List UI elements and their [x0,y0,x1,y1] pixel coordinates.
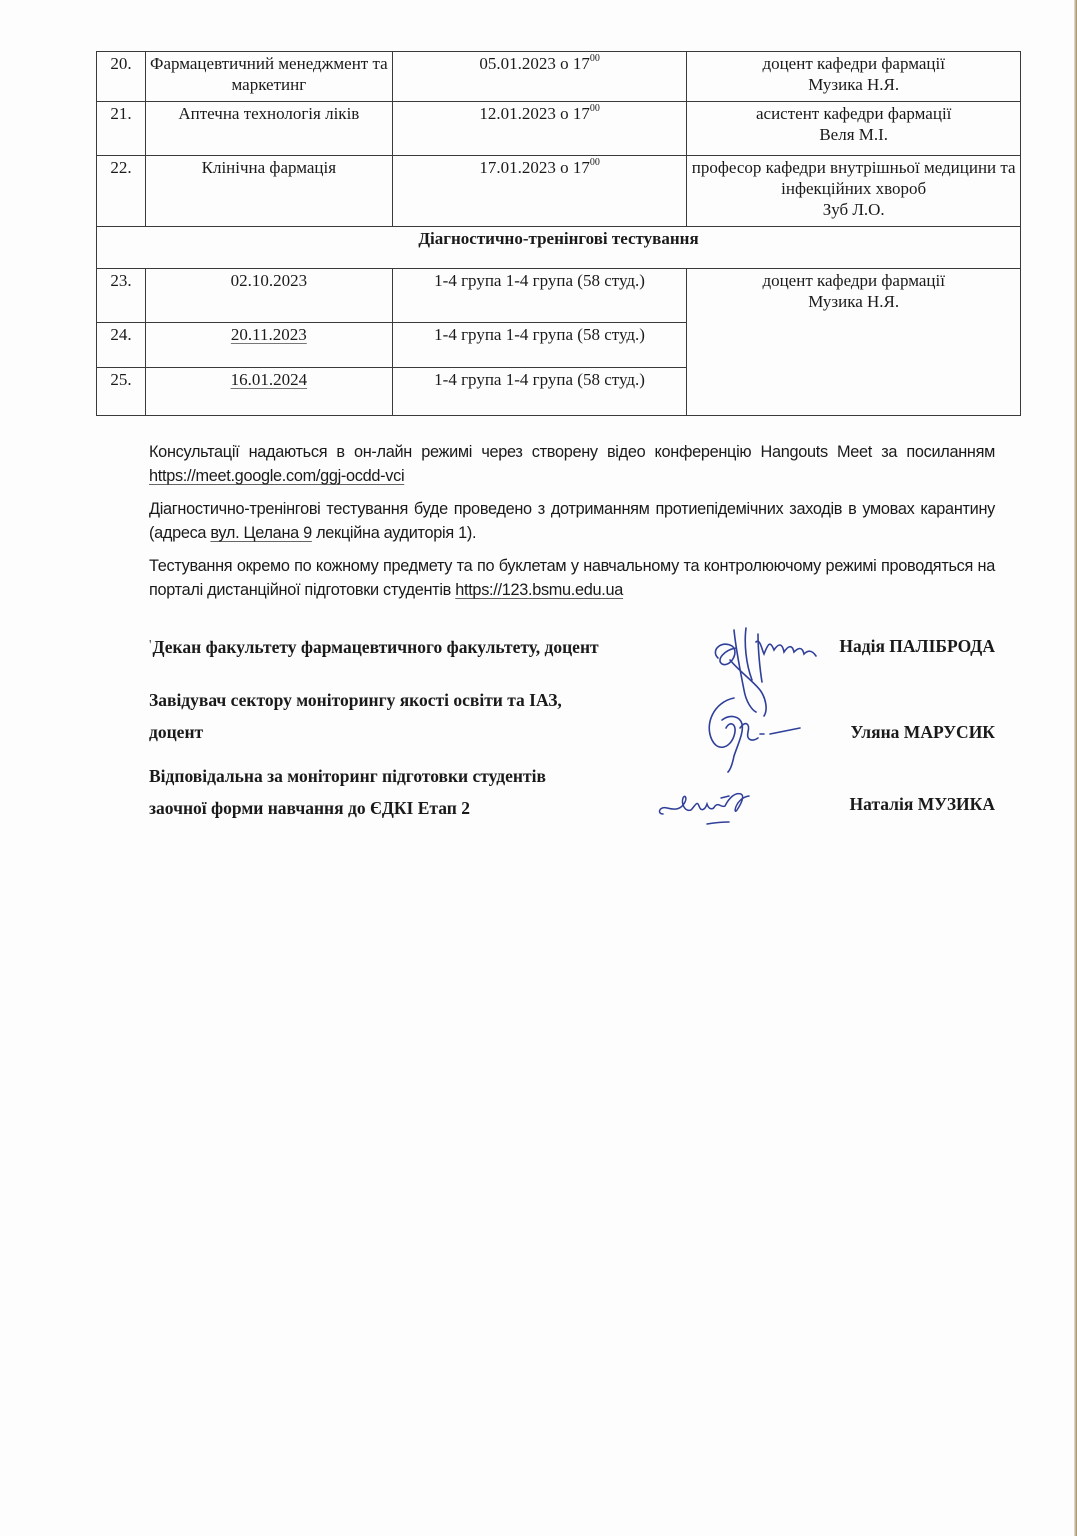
date-cell: 05.01.2023 о $17^{00}$ [392,52,687,102]
subject-cell: Клінічна фармація [145,156,392,227]
testing-location-note: Діагностично-тренінгові тестування буде проведено з дотриманням протиепідемічних заходів в умовах карантину (адреса вул. Целана 9 лекційна аудиторія 1). [149,500,995,542]
address: вул. Целана 9 [210,524,312,542]
test-date-cell: 16.01.2024 [145,368,392,416]
notes-section [149,440,995,611]
subject-cell: Аптечна технологія ліків [145,102,392,156]
subject-cell: Фармацевтичний менеджмент та маркетинг [145,52,392,102]
row-number: 25. [97,368,146,416]
test-lecturer-cell: доцент кафедри фармації Музика Н.Я. [687,269,1021,416]
portal-note: Тестування окремо по кожному предмету та по буклетам у навчальному та контролюючому режимі проводяться на порталі дистанційної підготовки студентів https://123.bsmu.edu.ua [149,557,995,599]
schedule-table [96,51,1021,416]
section-row [97,227,1021,269]
groups-cell: 1-4 група 1-4 група (58 студ.) [392,269,687,323]
row-number: 20. [97,52,146,102]
portal-link[interactable]: https://123.bsmu.edu.ua [455,581,624,599]
table-row [97,52,1021,102]
lecturer-cell: доцент кафедри фармації Музика Н.Я. [687,52,1021,102]
test-date-cell: 20.11.2023 [145,323,392,368]
quality-signature-icon [700,680,810,775]
signatory-name: Уляна МАРУСИК [850,722,995,742]
test-date-cell: 02.10.2023 [145,269,392,323]
date-cell: 17.01.2023 о $17^{00}$ [392,156,687,227]
signatory-title: Відповідальна за моніторинг підготовки студентів заочної форми навчання до ЄДКІ Етап 2 [149,766,546,818]
lecturer-cell: професор кафедри внутрішньої медицини та інфекційних хвороб Зуб Л.О. [687,156,1021,227]
signatory-title: Завідувач сектору моніторингу якості освіти та ІАЗ, доцент [149,690,562,742]
table-row [97,269,1021,323]
meet-link[interactable]: https://meet.google.com/ggj-ocdd-vci [149,467,405,485]
row-number: 21. [97,102,146,156]
consultation-note: Консультації надаються в он-лайн режимі через створену відео конференцію Hangouts Meet за посиланням https://meet.google.com/ggj-ocdd-vci [149,443,995,485]
row-number: 24. [97,323,146,368]
row-number: 23. [97,269,146,323]
lecturer-cell: асистент кафедри фармації Веля М.І. [687,102,1021,156]
groups-cell: 1-4 група 1-4 група (58 студ.) [392,368,687,416]
signatory-name: Надія ПАЛІБРОДА [839,636,995,656]
signatory-title: 'Декан факультету фармацевтичного факультету, доцент [149,637,599,657]
table-row [97,156,1021,227]
signatory-name: Наталія МУЗИКА [849,794,995,814]
row-number: 22. [97,156,146,227]
groups-cell: 1-4 група 1-4 група (58 студ.) [392,323,687,368]
section-title: Діагностично-тренінгові тестування [97,227,1021,269]
date-cell: 12.01.2023 о $17^{00}$ [392,102,687,156]
responsible-signature-icon [655,780,775,830]
table-row [97,102,1021,156]
